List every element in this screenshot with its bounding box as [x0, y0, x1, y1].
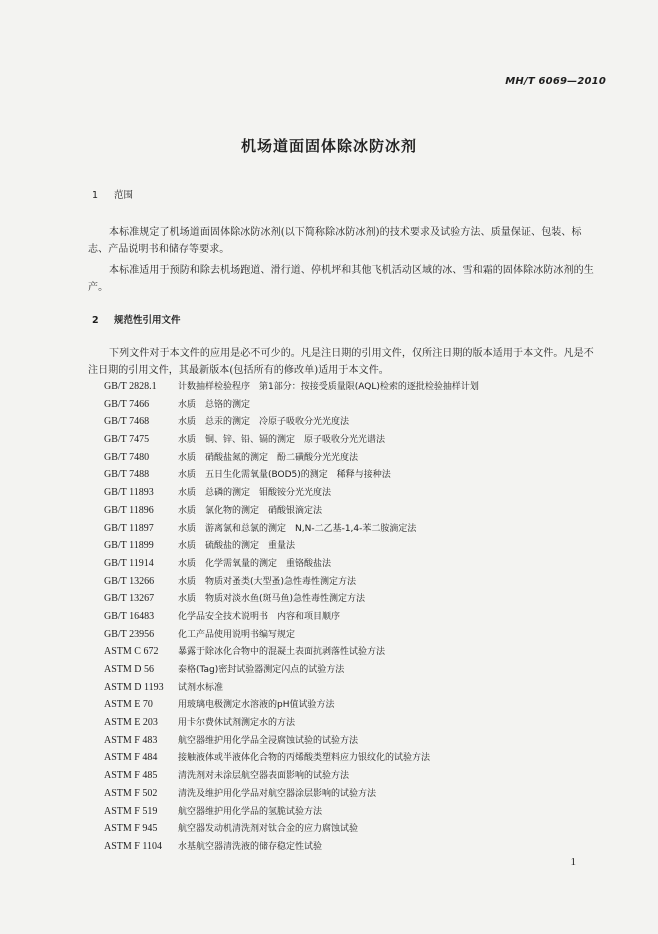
reference-code: GB/T 16483	[104, 610, 155, 622]
scope-paragraph-2: 本标准适用于预防和除去机场跑道、滑行道、停机坪和其他飞机活动区域的冰、雪和霜的固体除冰防冰剂的生产。	[88, 265, 594, 293]
page-number: 1	[570, 856, 576, 868]
reference-code: ASTM F 945	[104, 823, 158, 835]
reference-title: 水质 物质对蚤类(大型蚤)急性毒性测定方法	[178, 576, 357, 587]
reference-code: ASTM F 502	[104, 787, 158, 799]
reference-item	[104, 643, 624, 661]
reference-item	[104, 767, 624, 785]
reference-item	[104, 431, 624, 449]
reference-title: 清洗及维护用化学品对航空器涂层影响的试验方法	[178, 788, 377, 799]
reference-item	[104, 590, 624, 608]
reference-item	[104, 555, 624, 573]
reference-code: GB/T 11897	[104, 522, 154, 534]
reference-title: 化学品安全技术说明书 内容和项目顺序	[178, 611, 341, 622]
reference-item	[104, 749, 624, 767]
reference-code: GB/T 11899	[104, 540, 154, 552]
section-2-heading	[92, 312, 181, 326]
reference-title: 暴露于除冰化合物中的混凝土表面抗剥落性试验方法	[178, 647, 386, 658]
reference-title: 水质 游离氯和总氯的测定 N,N-二乙基-1,4-苯二胺滴定法	[178, 523, 417, 534]
reference-code: ASTM F 485	[104, 770, 158, 782]
reference-item	[104, 714, 624, 732]
reference-code: ASTM F 1104	[104, 840, 162, 852]
reference-code: ASTM E 70	[104, 699, 153, 711]
reference-item	[104, 520, 624, 538]
reference-title: 泰格(Tag)密封试验器测定闪点的试验方法	[178, 665, 345, 675]
reference-list	[104, 378, 624, 856]
reference-item	[104, 679, 624, 697]
reference-title: 水质 总磷的测定 钼酸铵分光光度法	[178, 488, 332, 499]
reference-title: 航空器维护用化学品全浸腐蚀试验的试验方法	[178, 735, 359, 746]
reference-code: GB/T 2828.1	[104, 381, 157, 392]
reference-title: 水质 氯化物的测定 硝酸银滴定法	[178, 505, 323, 516]
reference-title: 试剂水标准	[178, 682, 224, 693]
reference-code: GB/T 7488	[104, 469, 150, 481]
reference-item	[104, 626, 624, 644]
reference-code: ASTM D 56	[104, 664, 155, 675]
reference-item	[104, 449, 624, 467]
reference-code: ASTM F 484	[104, 752, 158, 764]
reference-title: 清洗剂对未涂层航空器表面影响的试验方法	[178, 771, 350, 782]
reference-item	[104, 838, 624, 856]
reference-code: ASTM C 672	[104, 646, 159, 658]
section-number: 1	[92, 190, 99, 201]
reference-item	[104, 820, 624, 838]
reference-code: GB/T 7466	[104, 398, 150, 410]
reference-code: GB/T 7468	[104, 416, 150, 428]
section-title: 规范性引用文件	[114, 315, 181, 326]
reference-code: GB/T 11914	[104, 557, 154, 569]
reference-title: 水质 五日生化需氧量(BOD5)的测定 稀释与接种法	[178, 470, 391, 481]
reference-title: 水质 硝酸盐氮的测定 酚二磺酸分光光度法	[178, 452, 359, 463]
reference-title: 用卡尔费休试剂测定水的方法	[178, 718, 296, 729]
reference-item	[104, 732, 624, 750]
reference-title: 水质 硫酸盐的测定 重量法	[178, 541, 296, 552]
reference-code: GB/T 7475	[104, 434, 150, 446]
reference-item	[104, 537, 624, 555]
standard-code: MH/T 6069—2010	[505, 76, 606, 87]
reference-item	[104, 502, 624, 520]
reference-title: 水质 化学需氧量的测定 重铬酸盐法	[178, 558, 332, 569]
reference-item	[104, 378, 624, 396]
reference-title: 航空器维护用化学品的氢脆试验方法	[178, 806, 323, 817]
reference-item	[104, 413, 624, 431]
reference-code: ASTM D 1193	[104, 681, 164, 693]
reference-item	[104, 803, 624, 821]
reference-title: 水质 总铬的测定	[178, 399, 251, 410]
document-title: 机场道面固体除冰防冰剂	[240, 137, 417, 155]
reference-title: 接触液体或半液体化合物的丙烯酸类塑料应力银纹化的试验方法	[178, 753, 431, 764]
reference-item	[104, 484, 624, 502]
references-intro: 下列文件对于本文件的应用是必不可少的。凡是注日期的引用文件，仅所注日期的版本适用于本文件。凡是不注日期的引用文件，其最新版本(包括所有的修改单)适用于本文件。	[88, 348, 594, 376]
reference-item	[104, 396, 624, 414]
reference-code: ASTM F 483	[104, 734, 158, 746]
reference-title: 计数抽样检验程序 第1部分：按接受质量限(AQL)检索的逐批检验抽样计划	[178, 382, 479, 392]
reference-code: GB/T 11893	[104, 487, 154, 499]
reference-title: 水基航空器清洗液的储存稳定性试验	[178, 841, 323, 852]
reference-code: GB/T 23956	[104, 628, 155, 640]
reference-title: 化工产品使用说明书编写规定	[178, 629, 296, 640]
reference-code: ASTM F 519	[104, 805, 158, 817]
reference-title: 水质 铜、锌、铅、镉的测定 原子吸收分光光谱法	[178, 435, 386, 446]
reference-item	[104, 696, 624, 714]
reference-item	[104, 661, 624, 679]
reference-code: GB/T 11896	[104, 504, 154, 516]
reference-item	[104, 608, 624, 626]
reference-title: 水质 总汞的测定 冷原子吸收分光光度法	[178, 417, 350, 428]
reference-item	[104, 785, 624, 803]
reference-item	[104, 573, 624, 591]
reference-title: 航空器发动机清洗剂对钛合金的应力腐蚀试验	[178, 824, 359, 835]
reference-item	[104, 466, 624, 484]
reference-code: GB/T 7480	[104, 451, 150, 463]
reference-title: 水质 物质对淡水鱼(斑马鱼)急性毒性测定方法	[178, 594, 366, 605]
section-title: 范围	[114, 190, 134, 201]
section-1-heading	[92, 187, 133, 201]
reference-code: GB/T 13267	[104, 593, 155, 605]
section-number: 2	[92, 315, 99, 326]
scope-paragraph-1: 本标准规定了机场道面固体除冰防冰剂(以下简称除冰防冰剂)的技术要求及试验方法、质量保证、包装、标志、产品说明书和储存等要求。	[88, 227, 582, 255]
reference-code: GB/T 13266	[104, 575, 155, 587]
reference-title: 用玻璃电极测定水溶液的pH值试验方法	[178, 700, 335, 711]
reference-code: ASTM E 203	[104, 717, 158, 729]
